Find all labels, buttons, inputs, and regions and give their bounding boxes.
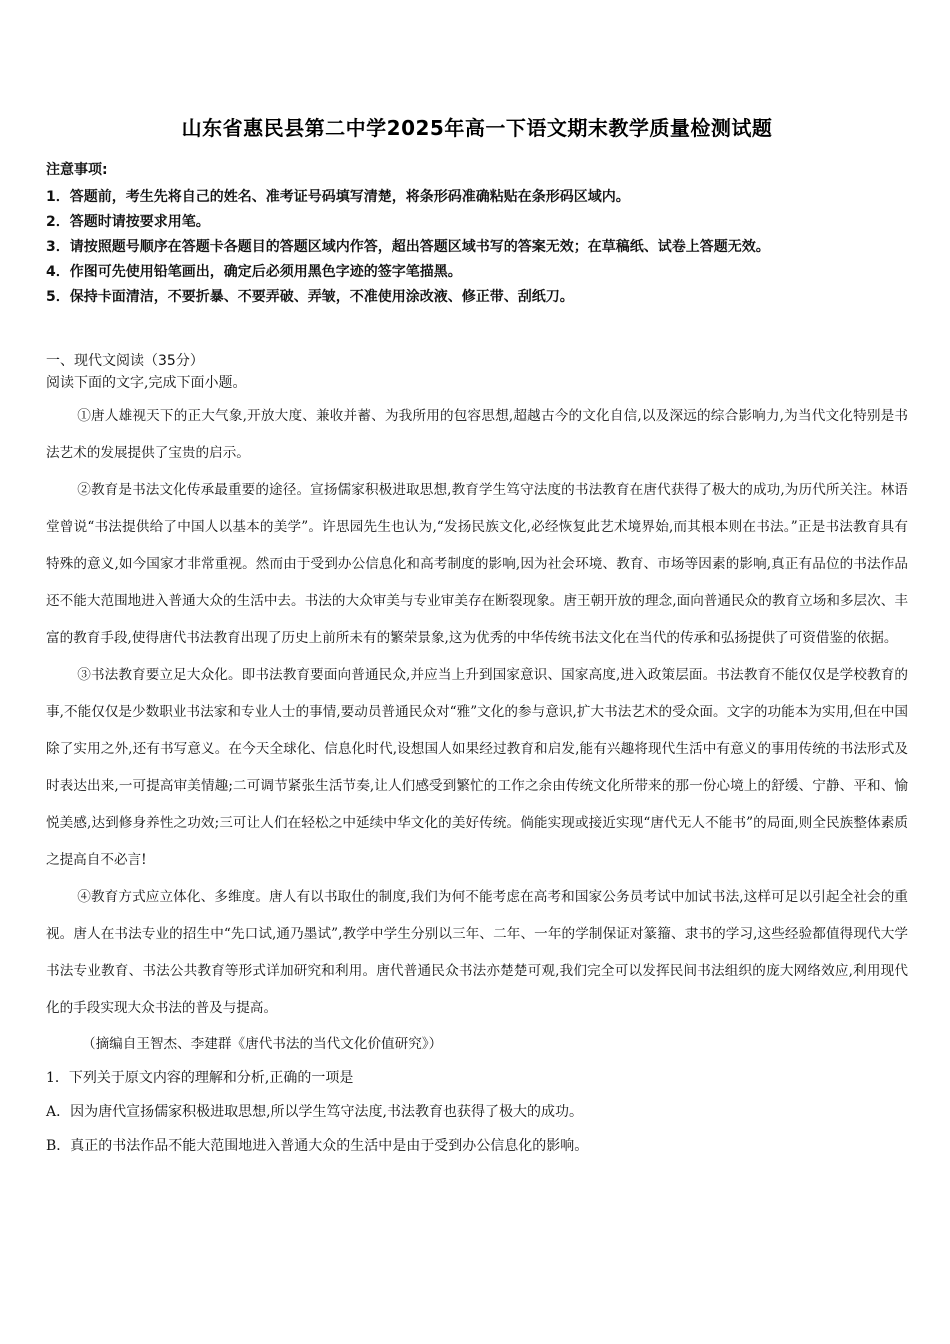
question-option-a: A．因为唐代宣扬儒家积极进取思想,所以学生笃守法度,书法教育也获得了极大的成功。	[46, 1104, 584, 1120]
question-option-b: B．真正的书法作品不能大范围地进入普通大众的生活中是由于受到办公信息化的影响。	[46, 1138, 589, 1154]
notice-item: 5．保持卡面清洁，不要折暴、不要弄破、弄皱，不准使用涂改液、修正带、刮纸刀。	[46, 289, 574, 305]
notice-heading: 注意事项:	[46, 162, 108, 178]
notice-item: 2．答题时请按要求用笔。	[46, 214, 210, 230]
reading-section	[46, 350, 908, 1061]
section-heading: 一、现代文阅读（35分）	[46, 353, 204, 369]
question-stem: 1．下列关于原文内容的理解和分析,正确的一项是	[46, 1070, 354, 1086]
page-title: 山东省惠民县第二中学2025年高一下语文期末教学质量检测试题	[181, 116, 773, 140]
question-block	[46, 1061, 908, 1163]
notice-block	[46, 159, 908, 310]
notice-item: 4．作图可先使用铅笔画出，确定后必须用黑色字迹的签字笔描黑。	[46, 264, 462, 280]
passage-paragraph: ④教育方式应立体化、多维度。唐人有以书取仕的制度,我们为何不能考虑在高考和国家公务员考试中加试书法,这样可足以引起全社会的重视。唐人在书法专业的招生中“先口试,通乃墨试”,教学中学生分别以三年、二年、一年的学制保证对篆籀、隶书的学习,这些经验都值得现代大学书法专业教育、书法公共教育等形式详加研究和利用。唐代普通民众书法亦楚楚可观,我们完全可以发挥民间书法组织的庞大网络效应,利用现代化的手段实现大众书法的普及与提高。	[46, 889, 908, 1016]
notice-item: 1．答题前，考生先将自己的姓名、准考证号码填写清楚，将条形码准确粘贴在条形码区域内。	[46, 189, 630, 205]
passage-source: （摘编自王智杰、李建群《唐代书法的当代文化价值研究》）	[82, 1036, 443, 1052]
passage-paragraph: ②教育是书法文化传承最重要的途径。宣扬儒家积极进取思想,教育学生笃守法度的书法教育在唐代获得了极大的成功,为历代所关注。林语堂曾说“书法提供给了中国人以基本的美学”。许思园先生也认为,“发扬民族文化,必经恢复此艺术境界始,而其根本则在书法。”正是书法教育具有特殊的意义,如今国家才非常重视。然而由于受到办公信息化和高考制度的影响,因为社会环境、教育、市场等因素的影响,真正有品位的书法作品还不能大范围地进入普通大众的生活中去。书法的大众审美与专业审美存在断裂现象。唐王朝开放的理念,面向普通民众的教育立场和多层次、丰富的教育手段,使得唐代书法教育出现了历史上前所未有的繁荣景象,这为优秀的中华传统书法文化在当代的传承和弘扬提供了可资借鉴的依据。	[46, 482, 908, 646]
section-instruction: 阅读下面的文字,完成下面小题。	[46, 375, 247, 391]
passage-paragraph: ①唐人雄视天下的正大气象,开放大度、兼收并蓄、为我所用的包容思想,超越古今的文化自信,以及深远的综合影响力,为当代文化特别是书法艺术的发展提供了宝贵的启示。	[46, 408, 908, 461]
exam-page	[46, 112, 908, 1163]
notice-item: 3．请按照题号顺序在答题卡各题目的答题区域内作答，超出答题区域书写的答案无效；在草稿纸、试卷上答题无效。	[46, 239, 770, 255]
passage-paragraph: ③书法教育要立足大众化。即书法教育要面向普通民众,并应当上升到国家意识、国家高度,进入政策层面。书法教育不能仅仅是学校教育的事,不能仅仅是少数职业书法家和专业人士的事情,要动员普通民众对“雅”文化的参与意识,扩大书法艺术的受众面。文字的功能本为实用,但在中国除了实用之外,还有书写意义。在今天全球化、信息化时代,设想国人如果经过教育和启发,能有兴趣将现代生活中有意义的事用传统的书法形式及时表达出来,一可提高审美情趣;二可调节紧张生活节奏,让人们感受到繁忙的工作之余由传统文化所带来的那一份心境上的舒缓、宁静、平和、愉悦美感,达到修身养性之功效;三可让人们在轻松之中延续中华文化的美好传统。倘能实现或接近实现“唐代无人不能书”的局面,则全民族整体素质之提高自不必言!	[46, 667, 908, 868]
notice-list	[46, 185, 908, 310]
